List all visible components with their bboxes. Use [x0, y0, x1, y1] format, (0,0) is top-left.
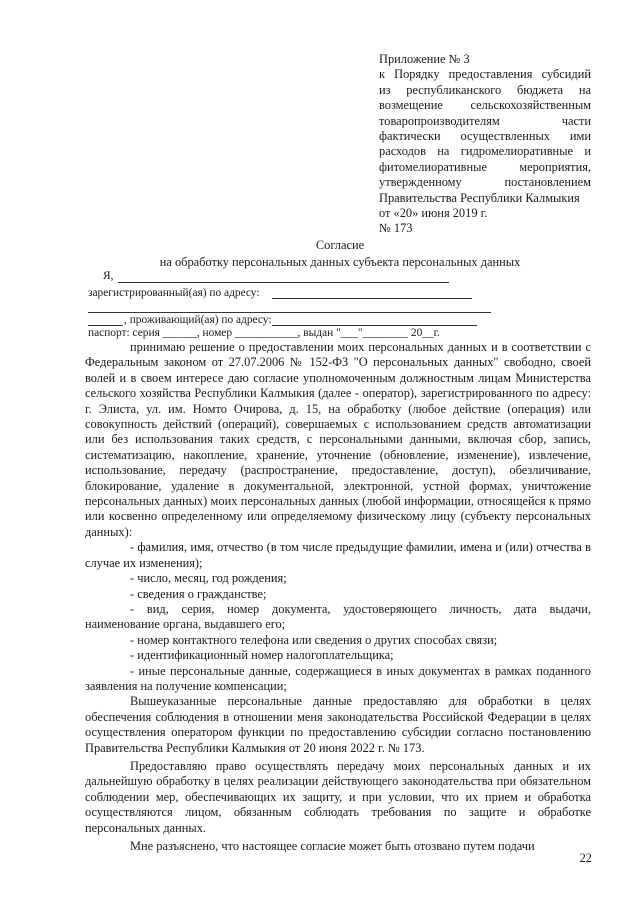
- list-item: - иные персональные данные, содержащиеся в иных документах в рамках поданного заявления на получение компенсации;: [85, 663, 591, 693]
- appendix-line: к Порядку предоставления субсидий: [379, 67, 591, 82]
- appendix-title: Приложение № 3: [379, 52, 470, 66]
- appendix-line: № 173: [379, 221, 413, 236]
- page-number: 22: [579, 851, 592, 865]
- name-label: Я,: [103, 270, 114, 282]
- intro-paragraph: принимаю решение о предоставлении моих персональных данных и в соответствии с Федеральным законом от 27.07.2006 № 152-ФЗ "О персональных данных" свободно, своей волей и в своем интересе даю согласие уполномоченным должностным лицам Министерства сельского хозяйства Республики Калмыкия (далее - оператор), зарегистрированного по адресу: г. Элиста, ул. им. Номто Очирова, д. 15, на обработку (любое действие (операция) или совокупность действий (операций), совершаемых с использованием средств автоматизации или без использования таких средств, с персональными данными, включая сбор, запись, систематизацию, накопление, хранение, уточнение (обновление, изменение), извлечение, использование, передачу (распространение, предоставление, доступ), обезличивание, блокирование, удаление в документальной, электронной, устной формах, уничтожение персональных данных) моих персональных данных (любой информации, относящейся к прямо или косвенно определенному или определяемому физическому лицу (субъекту персональных данных):: [85, 340, 591, 539]
- appendix-line: Правительства Республики Калмыкия: [379, 190, 580, 205]
- registered-address-field-line[interactable]: [272, 298, 472, 299]
- appendix-line: утвержденному постановлением: [379, 175, 591, 190]
- appendix-line: от «20» июня 2019 г.: [379, 206, 488, 221]
- appendix-line: фитомелиоративные мероприятия,: [379, 159, 591, 174]
- list-item: - число, месяц, год рождения;: [130, 571, 287, 586]
- appendix-line: из республиканского бюджета на: [379, 82, 591, 97]
- name-field-line[interactable]: [118, 282, 449, 283]
- registered-address-label: зарегистрированный(ая) по адресу:: [88, 287, 260, 299]
- residing-address-label: , проживающий(ая) по адресу:: [124, 314, 272, 326]
- consent-subtitle: на обработку персональных данных субъекта персональных данных: [159, 255, 521, 269]
- revoke-paragraph: Мне разъяснено, что настоящее согласие может быть отозвано путем подачи: [130, 839, 535, 853]
- transfer-paragraph: Предоставляю право осуществлять передачу моих персональных данных и их дальнейшую обработку в целях реализации действующего законодательства при обязательном соблюдении мер, обеспечивающих их защиту, и при условии, что их прием и обработка осуществляются лицом, обязанным соблюдать требования по защите и обработке персональных данных.: [85, 758, 591, 835]
- passport-line: паспорт: серия ______, номер ___________, выдан "___"________ 20__г.: [88, 327, 440, 339]
- list-item: - идентификационный номер налогоплательщика;: [130, 648, 394, 663]
- appendix-line: расходов на гидромелиоративные и: [379, 144, 591, 159]
- list-item: - сведения о гражданстве;: [130, 586, 267, 601]
- consent-body: [85, 340, 591, 854]
- list-item: - номер контактного телефона или сведения о других способах связи;: [130, 632, 498, 647]
- consent-title: Согласие: [315, 238, 365, 252]
- appendix-line: товаропроизводителям части: [379, 113, 591, 128]
- list-item: - вид, серия, номер документа, удостоверяющего личность, дата выдачи, наименование органа, выдавшего его;: [85, 601, 591, 632]
- appendix-header: [379, 52, 591, 237]
- appendix-line: возмещение сельскохозяйственным: [379, 98, 591, 113]
- purpose-paragraph: Вышеуказанные персональные данные предоставляю для обработки в целях обеспечения соблюдения в отношении меня законодательства Российской Федерации в целях осуществления оператором функции по предоставлению субсидии согласно постановлению Правительства Республики Калмыкия от 20 июня 2022 г. № 173.: [85, 694, 591, 755]
- list-item: - фамилия, имя, отчество (в том числе предыдущие фамилии, имена и (или) отчества в случае их изменения);: [85, 540, 591, 570]
- appendix-line: фактически осуществленных ими: [379, 129, 591, 144]
